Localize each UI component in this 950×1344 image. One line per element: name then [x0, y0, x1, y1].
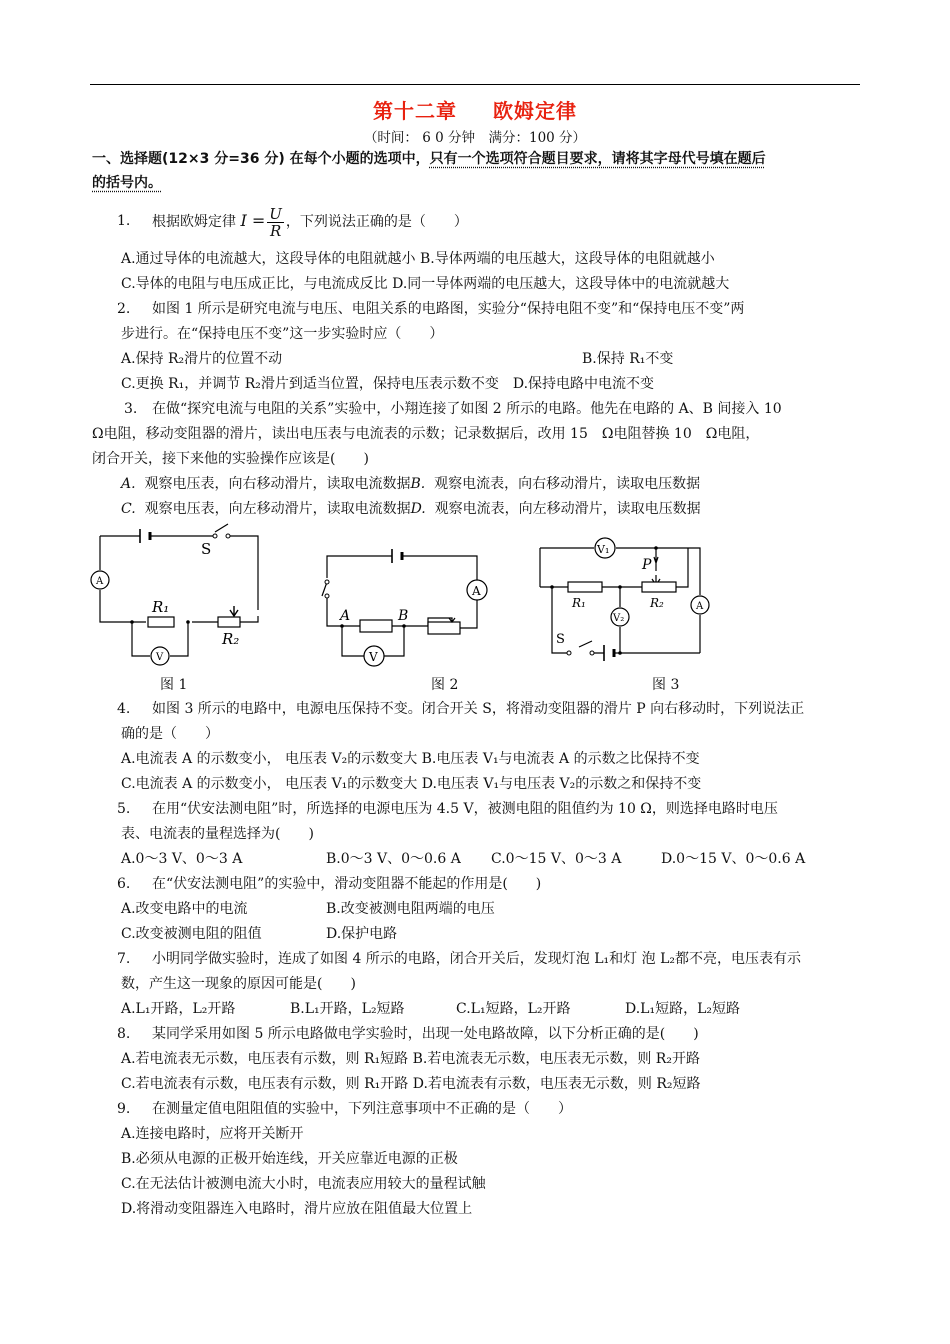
q1-options-cd: C.导体的电阻与电压成正比，与电流成反比 D.同一导体两端的电压越大，这段导体中的电流就越大 [121, 276, 730, 292]
q3-number: 3. [124, 401, 138, 417]
chapter-topic: 欧姆定律 [493, 99, 577, 123]
switch-label: S [201, 540, 212, 558]
q6-stem: 在“伏安法测电阻”的实验中，滑动变阻器不能起的作用是( ) [152, 876, 542, 892]
q2-stem-1: 如图 1 所示是研究电流与电压、电阻关系的电路图，实验分“保持电阻不变”和“保持电压不变”两 [152, 301, 745, 317]
q8-options-cd: C.若电流表有示数，电压表有示数，则 R₁开路 D.若电流表有示数，电压表无示数，则 R₂短路 [121, 1076, 701, 1092]
page-title [0, 95, 950, 124]
figure-2-circuit [312, 538, 502, 678]
q6-option-c: C.改变被测电阻的阻值 [121, 926, 262, 942]
chapter-label: 第十二章 [373, 99, 457, 123]
q7-stem-2: 数，产生这一现象的原因可能是( ) [121, 976, 356, 992]
figure-3-circuit [532, 535, 722, 665]
r1-label: R₁ [572, 596, 586, 610]
q5-stem-2: 表、电流表的量程选择为( ) [121, 826, 314, 842]
rheostat-r2 [218, 617, 240, 627]
q3-options-ab: A. 观察电压表，向右移动滑片，读取电流数据B. 观察电流表，向右移动滑片，读取电压数据 [121, 476, 701, 492]
svg-text:V: V [369, 650, 378, 664]
q4-options-ab: A.电流表 A 的示数变小， 电压表 V₂的示数变大 B.电压表 V₁与电流表 A 的示数之比保持不变 [121, 751, 700, 767]
q9-stem: 在测量定值电阻阻值的实验中，下列注意事项中不正确的是（ ） [152, 1101, 572, 1117]
q7-option-a: A.L₁开路，L₂开路 [121, 1001, 236, 1017]
q7-option-d: D.L₁短路，L₂短路 [625, 1001, 740, 1017]
q2-number: 2. [117, 301, 131, 317]
resistor [360, 620, 392, 632]
svg-text:A: A [696, 601, 704, 612]
q5-option-a: A.0～3 V、0～3 A [121, 851, 243, 867]
q5-stem-1: 在用“伏安法测电阻”时，所选择的电源电压为 4.5 V，被测电阻的阻值约为 10 Ω，则选择电路时电压 [152, 801, 778, 817]
switch-contact [213, 534, 217, 538]
section-heading: 一、选择题(12×3 分=36 分) 在每个小题的选项中，只有一个选项符合题目要求，请将其字母代号填在题后 [92, 151, 766, 167]
q5-option-c: C.0～15 V、0～3 A [491, 851, 622, 867]
svg-text:A: A [472, 584, 481, 598]
q8-options-ab: A.若电流表无示数，电压表有示数，则 R₁短路 B.若电流表无示数，电压表无示数，则 R₂开路 [121, 1051, 700, 1067]
q9-number: 9. [117, 1101, 131, 1117]
junction-dot [186, 620, 190, 624]
r1-label: R₁ [152, 598, 170, 616]
resistor-r1 [148, 617, 174, 627]
header-rule [90, 84, 860, 85]
q5-option-d: D.0～15 V、0～0.6 A [661, 851, 806, 867]
q1-stem: 根据欧姆定律 I = $\frac{U}{R}$ ，下列说法正确的是（ ） [152, 204, 468, 240]
q5-number: 5. [117, 801, 131, 817]
r2-label: R₂ [650, 596, 664, 610]
q4-stem-1: 如图 3 所示的电路中，电源电压保持不变。闭合开关 S，将滑动变阻器的滑片 P 向右移动时，下列说法正 [152, 701, 805, 717]
figure-3-caption: 图 3 [652, 677, 680, 693]
q3-stem-3: 闭合开关，接下来他的实验操作应该是( ) [92, 451, 369, 467]
rheostat-r2 [642, 582, 676, 592]
q2-option-a: A.保持 R₂滑片的位置不动 [121, 351, 283, 367]
exam-meta: （时间： 6 0 分钟 满分：100 分） [363, 130, 587, 146]
q4-stem-2: 确的是（ ） [121, 726, 219, 742]
switch-label: S [556, 632, 565, 647]
q7-stem-1: 小明同学做实验时，连成了如图 4 所示的电路，闭合开关后，发现灯泡 L₁和灯 泡 L₂都不亮，电压表有示 [152, 951, 801, 967]
q3-options-cd: C. 观察电压表，向左移动滑片，读取电流数据D. 观察电流表，向左移动滑片，读取电压数据 [121, 501, 701, 517]
q6-option-d: D.保护电路 [326, 926, 398, 942]
section-heading-cont: 的括号内。 [92, 175, 162, 191]
slider-arrow-icon [230, 606, 238, 616]
q1-options-ab: A.通过导体的电流越大，这段导体的电阻就越小 B.导体两端的电压越大，这段导体的电阻就越小 [121, 251, 715, 267]
svg-text:V: V [156, 652, 164, 663]
figure-2-caption: 图 2 [431, 677, 459, 693]
q9-option-a: A.连接电路时，应将开关断开 [121, 1126, 304, 1142]
formula-lhs: I = [240, 211, 266, 230]
q7-option-c: C.L₁短路，L₂开路 [456, 1001, 571, 1017]
q3-stem-1: 在做“探究电流与电阻的关系”实验中，小翔连接了如图 2 所示的电路。他先在电路的 A、B 间接入 10 [152, 401, 782, 417]
q9-option-b: B.必须从电源的正极开始连线，开关应靠近电源的正极 [121, 1151, 458, 1167]
q5-option-b: B.0～3 V、0～0.6 A [326, 851, 461, 867]
point-b-label: B [398, 608, 409, 624]
ohm-formula: $\frac{U}{R}$ [269, 204, 282, 240]
q1-number: 1. [117, 213, 131, 229]
q9-option-c: C.在无法估计被测电流大小时，电流表应用较大的量程试触 [121, 1176, 486, 1192]
r2-label: R₂ [222, 630, 240, 648]
junction-dot [130, 620, 134, 624]
q7-option-b: B.L₁开路，L₂短路 [290, 1001, 405, 1017]
q9-option-d: D.将滑动变阻器连入电路时，滑片应放在阻值最大位置上 [121, 1201, 473, 1217]
slider-p-label: P [642, 557, 652, 573]
resistor-r1 [568, 582, 602, 592]
q6-option-a: A.改变电路中的电流 [121, 901, 248, 917]
svg-text:V₂: V₂ [613, 613, 625, 624]
q2-option-b: B.保持 R₁不变 [582, 351, 674, 367]
q2-options-cd: C.更换 R₁，并调节 R₂滑片到适当位置，保持电压表示数不变 D.保持电路中电流不变 [121, 376, 655, 392]
q7-number: 7. [117, 951, 131, 967]
switch-contact [226, 534, 230, 538]
q4-options-cd: C.电流表 A 的示数变小， 电压表 V₁的示数变大 D.电压表 V₁与电压表 V₂的示数之和保持不变 [121, 776, 702, 792]
figure-1-circuit [88, 520, 278, 670]
figure-1-caption: 图 1 [160, 677, 188, 693]
q6-option-b: B.改变被测电阻两端的电压 [326, 901, 495, 917]
svg-text:V₁: V₁ [597, 543, 610, 556]
svg-text:A: A [96, 576, 104, 587]
point-a-label: A [340, 608, 351, 624]
q8-stem: 某同学采用如图 5 所示电路做电学实验时，出现一处电路故障，以下分析正确的是( ) [152, 1026, 699, 1042]
q4-number: 4. [117, 701, 131, 717]
rheostat [428, 622, 460, 634]
q2-stem-2: 步进行。在“保持电压不变”这一步实验时应（ ） [121, 326, 444, 342]
q6-number: 6. [117, 876, 131, 892]
q8-number: 8. [117, 1026, 131, 1042]
q3-stem-2: Ω电阻，移动变阻器的滑片，读出电压表与电流表的示数；记录数据后，改用 15 Ω电阻替换 10 Ω电阻， [92, 426, 760, 442]
